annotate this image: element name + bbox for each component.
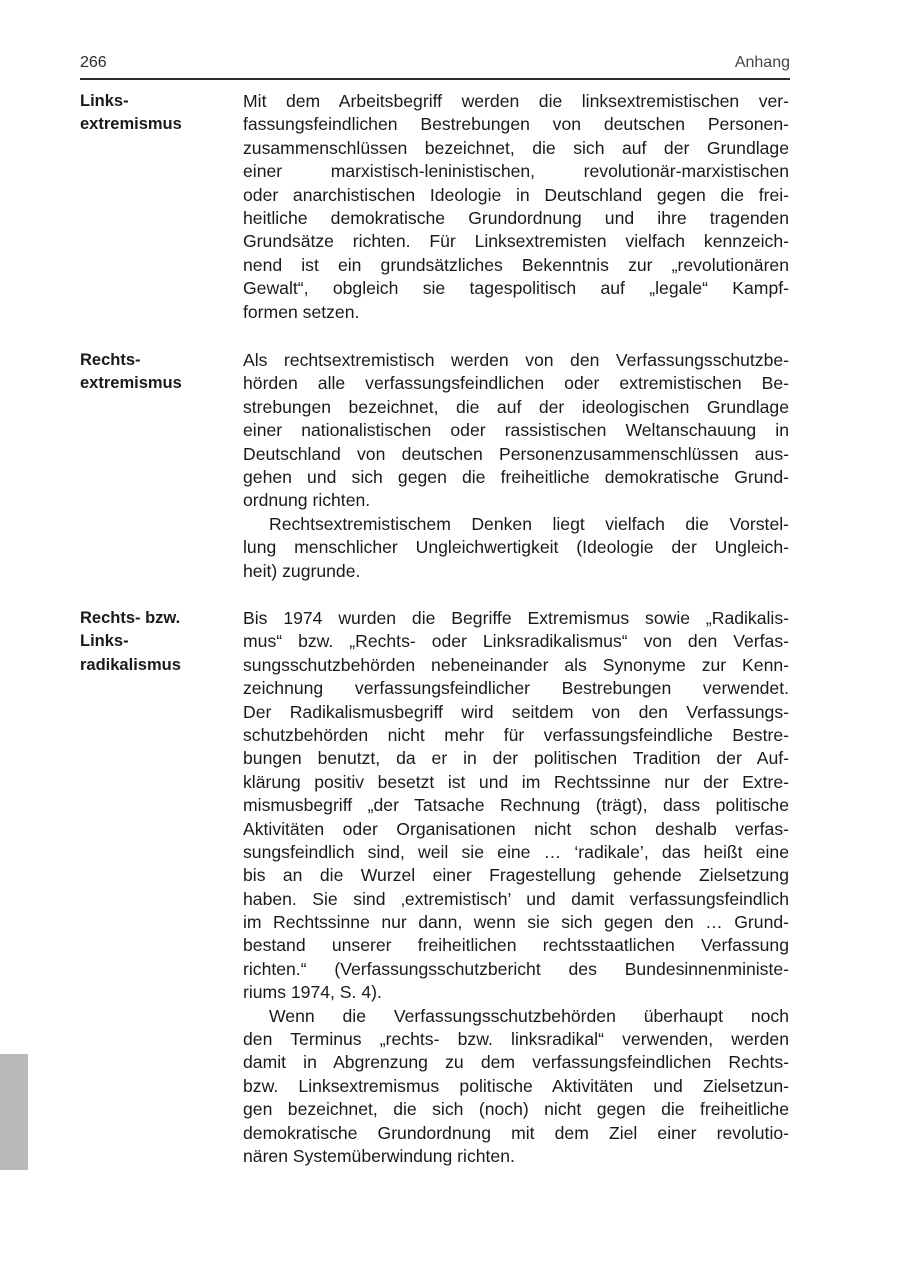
text-line: demokratische Grundordnung mit dem Ziel einer revolutio- <box>243 1122 789 1143</box>
text-line: mismusbegriff „der Tatsache Rechnung (trägt), dass politische <box>243 795 789 816</box>
text-line: einer marxistisch-leninistischen, revolutionär-marxistischen <box>243 161 789 182</box>
text-line: nären Systemüberwindung richten. <box>243 1145 515 1166</box>
text-line: heit) zugrunde. <box>243 560 361 581</box>
term-line: Links- <box>80 632 129 651</box>
definition-paragraph <box>243 90 789 324</box>
thumb-index-tab <box>0 1054 28 1170</box>
glossary-term <box>80 90 230 137</box>
text-line: sungsschutzbehörden nebeneinander als Synonyme zur Kenn- <box>243 654 789 675</box>
term-line: extremismus <box>80 374 182 393</box>
text-line: ordnung richten. <box>243 490 371 511</box>
definition-paragraph <box>243 513 789 583</box>
text-line: hörden alle verfassungsfeindlichen oder extremistischen Be- <box>243 373 789 394</box>
text-line: fassungsfeindlichen Bestrebungen von deutschen Personen- <box>243 114 789 135</box>
text-line: Deutschland von deutschen Personenzusammenschlüssen aus- <box>243 443 789 464</box>
text-line: Grundsätze richten. Für Linksextremisten vielfach kennzeich- <box>243 231 789 252</box>
text-line: Gewalt“, obgleich sie tagespolitisch auf „legale“ Kampf- <box>243 278 789 299</box>
text-line: richten.“ (Verfassungsschutzbericht des Bundesinnenministe- <box>243 958 789 979</box>
text-line: gen bezeichnet, die sich (noch) nicht gegen die freiheitliche <box>243 1099 789 1120</box>
glossary-term <box>80 349 230 396</box>
running-head: Anhang <box>734 54 790 71</box>
text-line: Der Radikalismusbegriff wird seitdem von den Verfassungs- <box>243 701 789 722</box>
text-line: schutzbehörden nicht mehr für verfassungsfeindliche Bestre- <box>243 724 789 745</box>
term-line: extremismus <box>80 115 182 134</box>
text-line: haben. Sie sind ‚extremistisch’ und damit verfassungsfeindlich <box>243 888 789 909</box>
text-line: bungen benutzt, da er in der politischen Tradition der Auf- <box>243 748 789 769</box>
text-line: Rechtsextremistischem Denken liegt vielfach die Vorstel- <box>269 513 789 534</box>
text-line: riums 1974, S. 4). <box>243 982 382 1003</box>
text-line: Wenn die Verfassungsschutzbehörden überhaupt noch <box>269 1005 789 1026</box>
text-line: nend ist ein grundsätzliches Bekenntnis zur „revolutionären <box>243 254 789 275</box>
definition-paragraph <box>243 607 789 1005</box>
definition-paragraph <box>243 1005 789 1169</box>
text-line: den Terminus „rechts- bzw. linksradikal“ verwenden, werden <box>243 1029 789 1050</box>
glossary-definition <box>243 90 789 324</box>
page-header <box>80 52 790 80</box>
term-line: Links- <box>80 92 129 110</box>
text-line: klärung positiv besetzt ist und im Rechtssinne nur der Extre- <box>243 771 789 792</box>
text-line: formen setzen. <box>243 301 360 322</box>
text-line: strebungen bezeichnet, die auf der ideologischen Grundlage <box>243 396 789 417</box>
term-line: radikalismus <box>80 655 181 674</box>
definition-paragraph <box>243 349 789 513</box>
text-line: zusammenschlüssen bezeichnet, die sich auf der Grundlage <box>243 137 789 158</box>
term-line: Rechts- bzw. <box>80 609 181 627</box>
text-line: heitliche demokratische Grundordnung und ihre tragenden <box>243 207 789 228</box>
text-line: mus“ bzw. „Rechts- oder Linksradikalismus“ von den Verfas- <box>243 631 789 652</box>
text-line: im Rechtssinne nur dann, wenn sie sich gegen den … Grund- <box>243 912 789 933</box>
text-line: damit in Abgrenzung zu dem verfassungsfeindlichen Rechts- <box>243 1052 789 1073</box>
text-line: Als rechtsextremistisch werden von den Verfassungsschutzbe- <box>243 350 789 370</box>
text-line: bis an die Wurzel einer Fragestellung gehende Zielsetzung <box>243 865 789 886</box>
glossary-definition <box>243 607 789 1168</box>
glossary-term <box>80 607 230 677</box>
glossary-definition <box>243 349 789 583</box>
text-line: einer nationalistischen oder rassistischen Weltanschauung in <box>243 420 789 441</box>
page-number: 266 <box>80 54 107 71</box>
text-line: sungsfeindlich sind, weil sie eine … ‘radikale’, das heißt eine <box>243 841 789 862</box>
text-line: bzw. Linksextremismus politische Aktivitäten und Zielsetzun- <box>243 1075 789 1096</box>
text-line: Aktivitäten oder Organisationen nicht schon deshalb verfas- <box>243 818 789 839</box>
term-line: Rechts- <box>80 351 141 369</box>
text-line: bestand unserer freiheitlichen rechtsstaatlichen Verfassung <box>243 935 789 956</box>
text-line: lung menschlicher Ungleichwertigkeit (Ideologie der Ungleich- <box>243 537 789 558</box>
text-line: gehen und sich gegen die freiheitliche demokratische Grund- <box>243 466 789 487</box>
text-line: Bis 1974 wurden die Begriffe Extremismus sowie „Radikalis- <box>243 608 789 628</box>
text-line: oder anarchistischen Ideologie in Deutschland gegen die frei- <box>243 184 789 205</box>
text-line: zeichnung verfassungsfeindlicher Bestrebungen verwendet. <box>243 678 789 699</box>
text-line: Mit dem Arbeitsbegriff werden die linksextremistischen ver- <box>243 91 789 111</box>
